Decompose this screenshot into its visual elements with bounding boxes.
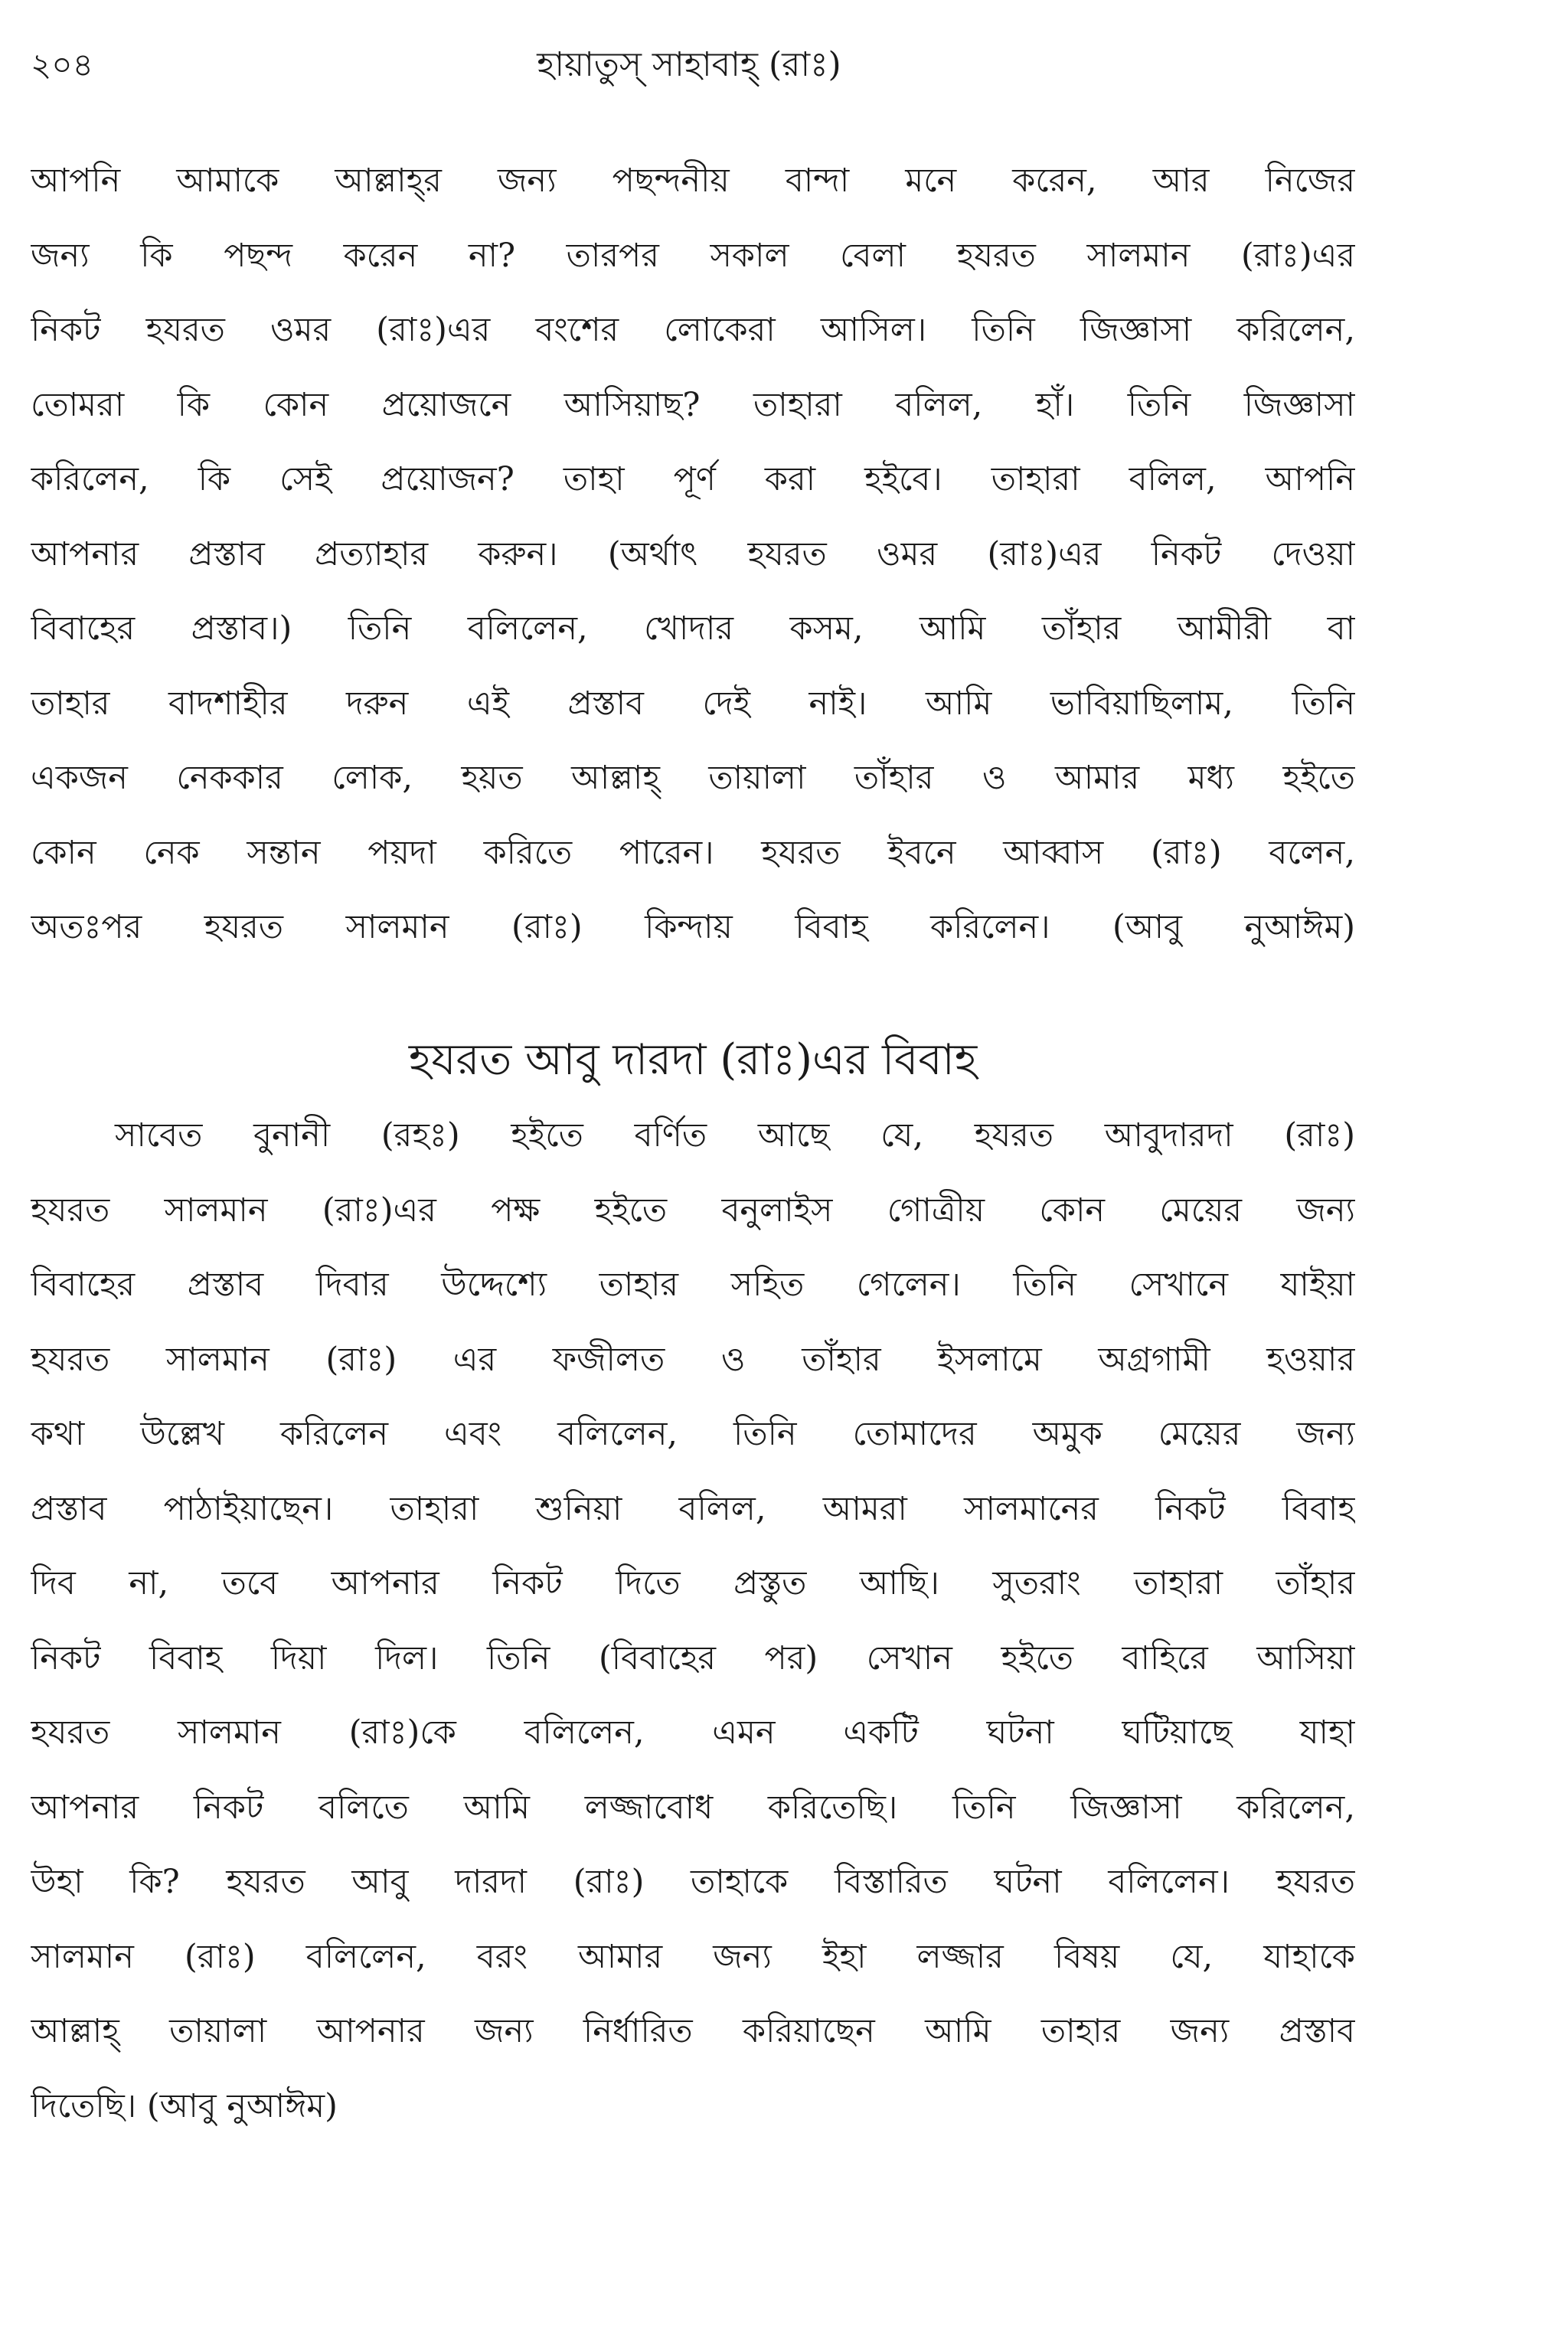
text-line: কোন নেক সন্তান পয়দা করিতে পারেন। হযরত ইবনে আব্বাস (রাঃ) বলেন, (31, 833, 1355, 872)
text-line: অতঃপর হযরত সালমান (রাঃ) কিন্দায় বিবাহ করিলেন। (আবু নুআঈম) (31, 908, 1355, 946)
text-line: আপনার প্রস্তাব প্রত্যাহার করুন। (অর্থাৎ হযরত ওমর (রাঃ)এর নিকট দেওয়া (31, 534, 1355, 573)
page-header (31, 38, 1348, 92)
text-line: হযরত সালমান (রাঃ) এর ফজীলত ও তাঁহার ইসলামে অগ্রগামী হওয়ার (31, 1340, 1355, 1379)
text-line: কথা উল্লেখ করিলেন এবং বলিলেন, তিনি তোমাদের অমুক মেয়ের জন্য (31, 1415, 1355, 1453)
text-line: তাহার বাদশাহীর দরুন এই প্রস্তাব দেই নাই। আমি ভাবিয়াছিলাম, তিনি (31, 684, 1355, 723)
text-line: নিকট বিবাহ দিয়া দিল। তিনি (বিবাহের পর) সেখান হইতে বাহিরে আসিয়া (31, 1638, 1355, 1677)
text-line: একজন নেককার লোক, হয়ত আল্লাহ্ তায়ালা তাঁহার ও আমার মধ্য হইতে (31, 759, 1355, 797)
text-line: জন্য কি পছন্দ করেন না? তারপর সকাল বেলা হযরত সালমান (রাঃ)এর (31, 236, 1355, 275)
text-line: প্রস্তাব পাঠাইয়াছেন। তাহারা শুনিয়া বলিল, আমরা সালমানের নিকট বিবাহ (31, 1489, 1355, 1528)
text-line: হযরত সালমান (রাঃ)এর পক্ষ হইতে বনুলাইস গোত্রীয় কোন মেয়ের জন্য (31, 1191, 1355, 1230)
section-heading: হযরত আবু দারদা (রাঃ)এর বিবাহ (408, 1035, 978, 1085)
text-line: করিলেন, কি সেই প্রয়োজন? তাহা পূর্ণ করা হইবে। তাহারা বলিল, আপনি (31, 460, 1355, 498)
text-line: দিতেছি। (আবু নুআঈম) (31, 2086, 338, 2125)
text-line: সালমান (রাঃ) বলিলেন, বরং আমার জন্য ইহা লজ্জার বিষয় যে, যাহাকে (31, 1937, 1355, 1976)
text-line: বিবাহের প্রস্তাব।) তিনি বলিলেন, খোদার কসম, আমি তাঁহার আমীরী বা (31, 609, 1355, 648)
running-title: হায়াতুস্ সাহাবাহ্ (রাঃ) (537, 45, 841, 84)
text-line: উহা কি? হযরত আবু দারদা (রাঃ) তাহাকে বিস্তারিত ঘটনা বলিলেন। হযরত (31, 1863, 1355, 1901)
text-line: তোমরা কি কোন প্রয়োজনে আসিয়াছ? তাহারা বলিল, হাঁ। তিনি জিজ্ঞাসা (31, 385, 1355, 424)
text-line: হযরত সালমান (রাঃ)কে বলিলেন, এমন একটি ঘটনা ঘটিয়াছে যাহা (31, 1713, 1355, 1752)
text-line: নিকট হযরত ওমর (রাঃ)এর বংশের লোকেরা আসিল। তিনি জিজ্ঞাসা করিলেন, (31, 311, 1355, 349)
paragraph-2 (31, 1099, 1355, 2144)
text-line: আপনার নিকট বলিতে আমি লজ্জাবোধ করিতেছি। তিনি জিজ্ঞাসা করিলেন, (31, 1788, 1355, 1827)
text-line: বিবাহের প্রস্তাব দিবার উদ্দেশ্যে তাহার সহিত গেলেন। তিনি সেখানে যাইয়া (31, 1266, 1355, 1304)
page-number: ২০৪ (31, 46, 93, 83)
text-line: সাবেত বুনানী (রহঃ) হইতে বর্ণিত আছে যে, হযরত আবুদারদা (রাঃ) (115, 1116, 1355, 1155)
paragraph-1 (31, 144, 1355, 965)
text-line: দিব না, তবে আপনার নিকট দিতে প্রস্তুত আছি। সুতরাং তাহারা তাঁহার (31, 1564, 1355, 1602)
text-line: আল্লাহ্ তায়ালা আপনার জন্য নির্ধারিত করিয়াছেন আমি তাহার জন্য প্রস্তাব (31, 2012, 1355, 2050)
text-line: আপনি আমাকে আল্লাহ্‌র জন্য পছন্দনীয় বান্দা মনে করেন, আর নিজের (31, 162, 1355, 200)
